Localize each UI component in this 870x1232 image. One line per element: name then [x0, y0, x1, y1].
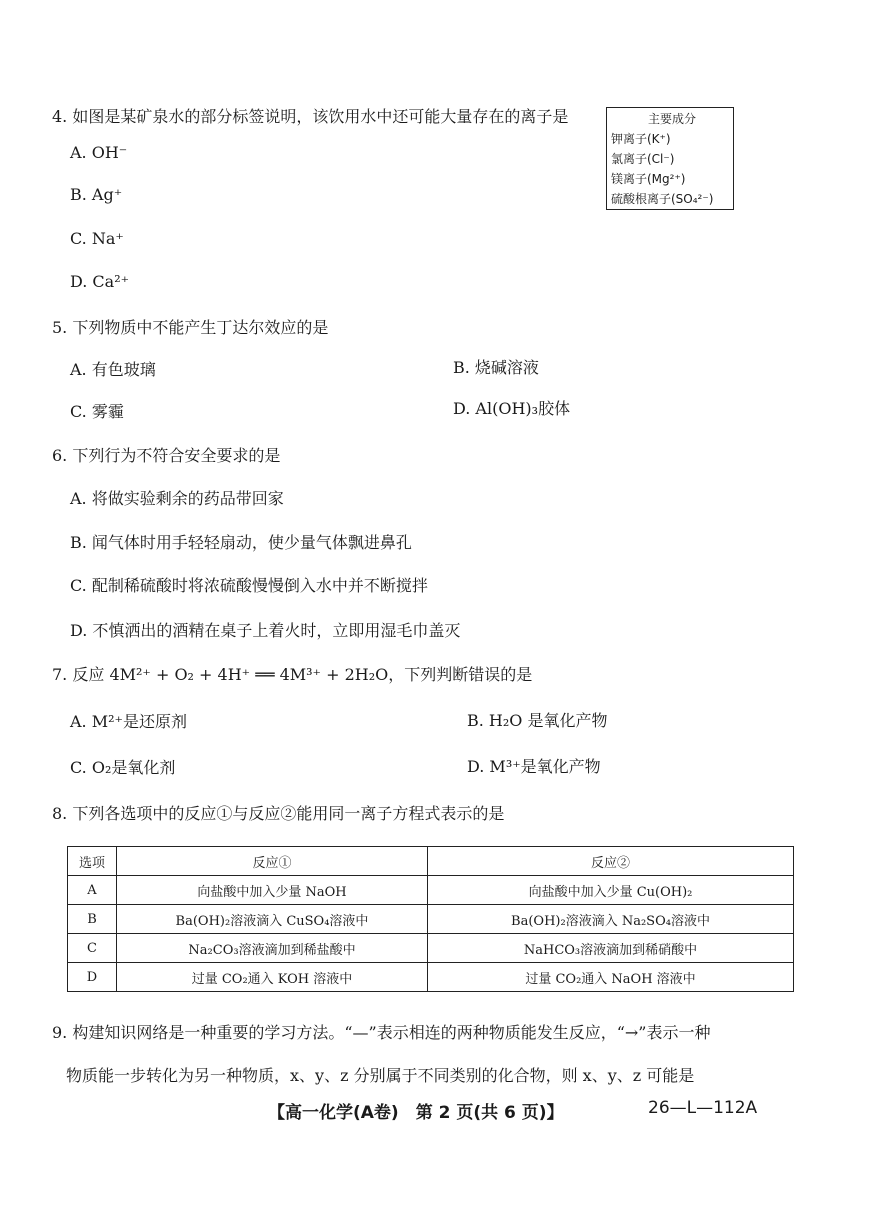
- table-cell: C: [68, 934, 117, 963]
- q8-stem: 8. 下列各选项中的反应①与反应②能用同一离子方程式表示的是: [52, 804, 505, 823]
- table-cell: 向盐酸中加入少量 NaOH: [117, 876, 428, 905]
- q6-option-b: B. 闻气体时用手轻轻扇动，使少量气体飘进鼻孔: [70, 533, 412, 552]
- q6-option-c: C. 配制稀硫酸时将浓硫酸慢慢倒入水中并不断搅拌: [70, 576, 428, 595]
- q9-stem-line1: 9. 构建知识网络是一种重要的学习方法。“—”表示相连的两种物质能发生反应，“→”表示一种: [52, 1023, 711, 1042]
- q7-option-c: C. O₂是氧化剂: [70, 758, 176, 777]
- q4-option-d: D. Ca²⁺: [70, 272, 130, 291]
- q5-option-d: D. Al(OH)₃胶体: [453, 399, 571, 418]
- table-cell: NaHCO₃溶液滴加到稀硝酸中: [428, 934, 794, 963]
- q4-option-b: B. Ag⁺: [70, 185, 123, 204]
- table-row: [68, 934, 794, 963]
- table-row: [68, 876, 794, 905]
- table-cell: B: [68, 905, 117, 934]
- table-cell: 过量 CO₂通入 NaOH 溶液中: [428, 963, 794, 992]
- table-cell: 向盐酸中加入少量 Cu(OH)₂: [428, 876, 794, 905]
- q6-stem: 6. 下列行为不符合安全要求的是: [52, 446, 281, 465]
- label-row: 硫酸根离子(SO₄²⁻): [611, 192, 714, 206]
- table-cell: D: [68, 963, 117, 992]
- table-cell: Ba(OH)₂溶液滴入 Na₂SO₄溶液中: [428, 905, 794, 934]
- table-cell: A: [68, 876, 117, 905]
- q7-option-b: B. H₂O 是氧化产物: [467, 711, 608, 730]
- table-row: [68, 905, 794, 934]
- label-row: 钾离子(K⁺): [611, 132, 671, 146]
- q7-option-a: A. M²⁺是还原剂: [70, 712, 187, 731]
- q7-stem: 7. 反应 4M²⁺ + O₂ + 4H⁺ ══ 4M³⁺ + 2H₂O，下列判断错误的是: [52, 665, 533, 684]
- table-cell: Ba(OH)₂溶液滴入 CuSO₄溶液中: [117, 905, 428, 934]
- q5-stem: 5. 下列物质中不能产生丁达尔效应的是: [52, 318, 329, 337]
- q5-option-b: B. 烧碱溶液: [453, 358, 539, 377]
- reaction-table: [67, 846, 794, 992]
- table-cell: 过量 CO₂通入 KOH 溶液中: [117, 963, 428, 992]
- table-header: 选项: [68, 847, 117, 876]
- q4-option-c: C. Na⁺: [70, 229, 124, 248]
- table-row: [68, 963, 794, 992]
- q7-option-d: D. M³⁺是氧化产物: [467, 757, 601, 776]
- q6-option-a: A. 将做实验剩余的药品带回家: [70, 489, 284, 508]
- table-cell: Na₂CO₃溶液滴加到稀盐酸中: [117, 934, 428, 963]
- mineral-water-label: [606, 107, 734, 210]
- q5-option-c: C. 雾霾: [70, 402, 124, 421]
- table-header: 反应②: [428, 847, 794, 876]
- q5-option-a: A. 有色玻璃: [70, 360, 156, 379]
- table-header: 反应①: [117, 847, 428, 876]
- label-row: 氯离子(Cl⁻): [611, 152, 675, 166]
- label-row: 镁离子(Mg²⁺): [611, 172, 686, 186]
- page-footer-title: 【高一化学(A卷) 第 2 页(共 6 页)】: [268, 1103, 564, 1123]
- table-header-row: [68, 847, 794, 876]
- q4-option-a: A. OH⁻: [70, 143, 128, 162]
- q9-stem-line2: 物质能一步转化为另一种物质，x、y、z 分别属于不同类别的化合物，则 x、y、z 可能是: [66, 1066, 695, 1085]
- q6-option-d: D. 不慎洒出的酒精在桌子上着火时，立即用湿毛巾盖灭: [70, 621, 461, 640]
- exam-code: 26—L—112A: [648, 1098, 758, 1118]
- q4-stem: 4. 如图是某矿泉水的部分标签说明，该饮用水中还可能大量存在的离子是: [52, 107, 569, 126]
- label-title: 主要成分: [647, 112, 696, 126]
